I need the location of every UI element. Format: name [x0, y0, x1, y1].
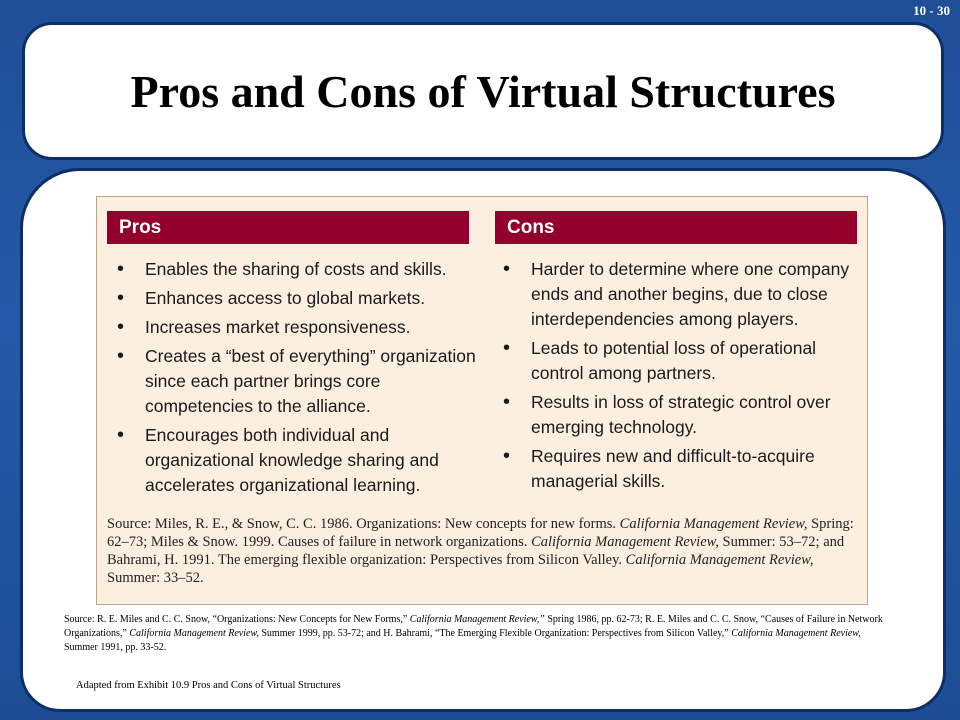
- cons-item: • Harder to determine where one company ends and another begins, due to close interdependencies among players.: [495, 257, 861, 332]
- slide-title: Pros and Cons of Virtual Structures: [130, 65, 836, 117]
- adapted-note: Adapted from Exhibit 10.9 Pros and Cons of Virtual Structures: [76, 680, 341, 691]
- pros-item: • Enhances access to global markets.: [109, 286, 481, 311]
- cons-item: • Results in loss of strategic control over emerging technology.: [495, 390, 861, 440]
- journal-name: California Management Review,: [531, 534, 719, 550]
- slide-number: 10 - 30: [913, 3, 950, 18]
- citation-text: Spring 1986, pp. 62-73; R. E. Miles and C. C. Snow, “Causes of Failure in Network Organizations,”: [64, 614, 883, 639]
- cons-header: Cons: [495, 211, 857, 244]
- cons-item: • Leads to potential loss of operational control among partners.: [495, 336, 861, 386]
- footnote-citation: [64, 613, 896, 655]
- pros-item: • Enables the sharing of costs and skills.: [109, 257, 481, 282]
- citation-text: Spring: 62–73; Miles & Snow. 1999. Causes of failure in network organizations.: [107, 516, 854, 550]
- journal-name: California Management Review,: [731, 628, 861, 639]
- pros-header: Pros: [107, 211, 469, 244]
- citation-text: Summer 1999, pp. 53-72; and H. Bahrami, “The Emerging Flexible Organization: Perspectives from Silicon Valley,”: [258, 628, 732, 639]
- cons-list: [495, 257, 861, 498]
- cons-item: • Requires new and difficult-to-acquire managerial skills.: [495, 444, 861, 494]
- pros-item: • Encourages both individual and organizational knowledge sharing and accelerates organizational learning.: [109, 423, 481, 498]
- citation-text: Summer 1991, pp. 33-52.: [64, 642, 167, 653]
- pros-item: • Increases market responsiveness.: [109, 315, 481, 340]
- pros-item: • Creates a “best of everything” organization since each partner brings core competencies to the alliance.: [109, 344, 481, 419]
- citation-text: Source: R. E. Miles and C. C. Snow, “Organizations: New Concepts for New Forms,”: [64, 614, 410, 625]
- journal-name: California Management Review,: [625, 552, 814, 568]
- journal-name: California Management Review,: [129, 628, 259, 639]
- pros-list: [109, 257, 481, 502]
- citation-text: Source: Miles, R. E., & Snow, C. C. 1986. Organizations: New concepts for new forms.: [107, 516, 620, 532]
- exhibit-source-citation: [107, 515, 859, 587]
- citation-text: Summer: 33–52.: [107, 570, 204, 586]
- exhibit-figure: [96, 196, 868, 605]
- journal-name: California Management Review,”: [409, 614, 545, 625]
- citation-text: Summer: 53–72; and Bahrami, H. 1991. The emerging flexible organization: Perspectives from Silicon Valley.: [107, 534, 845, 568]
- journal-name: California Management Review,: [619, 516, 808, 532]
- title-panel: [22, 22, 944, 160]
